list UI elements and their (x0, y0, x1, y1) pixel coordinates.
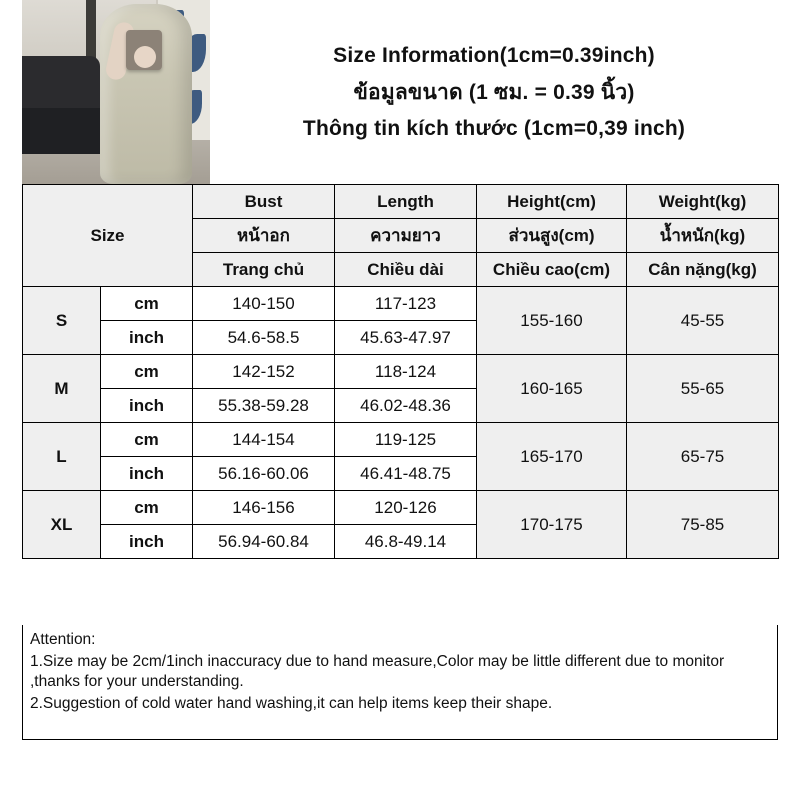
l-bust-cm: 144-154 (193, 423, 335, 457)
l-length-cm: 119-125 (335, 423, 477, 457)
s-length-cm: 117-123 (335, 287, 477, 321)
xl-bust-cm: 146-156 (193, 491, 335, 525)
s-bust-inch: 54.6-58.5 (193, 321, 335, 355)
m-weight: 55-65 (627, 355, 779, 423)
photo-sofa-seat (22, 108, 112, 154)
col-header-height-en: Height(cm) (477, 185, 627, 219)
xl-bust-inch: 56.94-60.84 (193, 525, 335, 559)
row-size-s: S (23, 287, 101, 355)
product-photo (22, 0, 210, 184)
col-header-length-vi: Chiều dài (335, 253, 477, 287)
photo-model-hand (134, 46, 156, 68)
attention-block (22, 625, 778, 740)
col-header-height-th: ส่วนสูง(cm) (477, 219, 627, 253)
table-row-header-en (23, 185, 779, 219)
size-table (22, 184, 779, 559)
l-length-inch: 46.41-48.75 (335, 457, 477, 491)
l-weight: 65-75 (627, 423, 779, 491)
l-bust-inch: 56.16-60.06 (193, 457, 335, 491)
title-block (210, 0, 778, 184)
unit-inch: inch (101, 457, 193, 491)
xl-length-cm: 120-126 (335, 491, 477, 525)
col-header-height-vi: Chiều cao(cm) (477, 253, 627, 287)
row-size-m: M (23, 355, 101, 423)
s-weight: 45-55 (627, 287, 779, 355)
table-row (23, 423, 779, 457)
row-size-l: L (23, 423, 101, 491)
title-line-english: Size Information(1cm=0.39inch) (333, 43, 655, 67)
s-height: 155-160 (477, 287, 627, 355)
attention-line-2: 2.Suggestion of cold water hand washing,it can help items keep their shape. (30, 694, 553, 712)
table-row (23, 287, 779, 321)
unit-cm: cm (101, 491, 193, 525)
unit-inch: inch (101, 525, 193, 559)
title-line-thai: ข้อมูลขนาด (1 ซม. = 0.39 นิ้ว) (353, 80, 635, 104)
unit-cm: cm (101, 355, 193, 389)
m-height: 160-165 (477, 355, 627, 423)
col-header-length-en: Length (335, 185, 477, 219)
size-header-cell: Size (23, 185, 193, 287)
s-bust-cm: 140-150 (193, 287, 335, 321)
attention-heading: Attention: (30, 631, 96, 648)
col-header-bust-en: Bust (193, 185, 335, 219)
xl-weight: 75-85 (627, 491, 779, 559)
unit-cm: cm (101, 423, 193, 457)
attention-line-1: 1.Size may be 2cm/1inch inaccuracy due to hand measure,Color may be little different due to monitor ,thanks for your understanding. (30, 652, 725, 691)
unit-inch: inch (101, 321, 193, 355)
col-header-weight-th: น้ำหนัก(kg) (627, 219, 779, 253)
title-line-vietnamese: Thông tin kích thước (1cm=0,39 inch) (302, 116, 686, 140)
col-header-weight-en: Weight(kg) (627, 185, 779, 219)
unit-inch: inch (101, 389, 193, 423)
m-length-cm: 118-124 (335, 355, 477, 389)
xl-length-inch: 46.8-49.14 (335, 525, 477, 559)
xl-height: 170-175 (477, 491, 627, 559)
col-header-weight-vi: Cân nặng(kg) (627, 253, 779, 287)
m-bust-cm: 142-152 (193, 355, 335, 389)
row-size-xl: XL (23, 491, 101, 559)
col-header-length-th: ความยาว (335, 219, 477, 253)
table-row (23, 491, 779, 525)
col-header-bust-vi: Trang chủ (193, 253, 335, 287)
m-bust-inch: 55.38-59.28 (193, 389, 335, 423)
unit-cm: cm (101, 287, 193, 321)
s-length-inch: 45.63-47.97 (335, 321, 477, 355)
col-header-bust-th: หน้าอก (193, 219, 335, 253)
m-length-inch: 46.02-48.36 (335, 389, 477, 423)
table-row (23, 355, 779, 389)
l-height: 165-170 (477, 423, 627, 491)
